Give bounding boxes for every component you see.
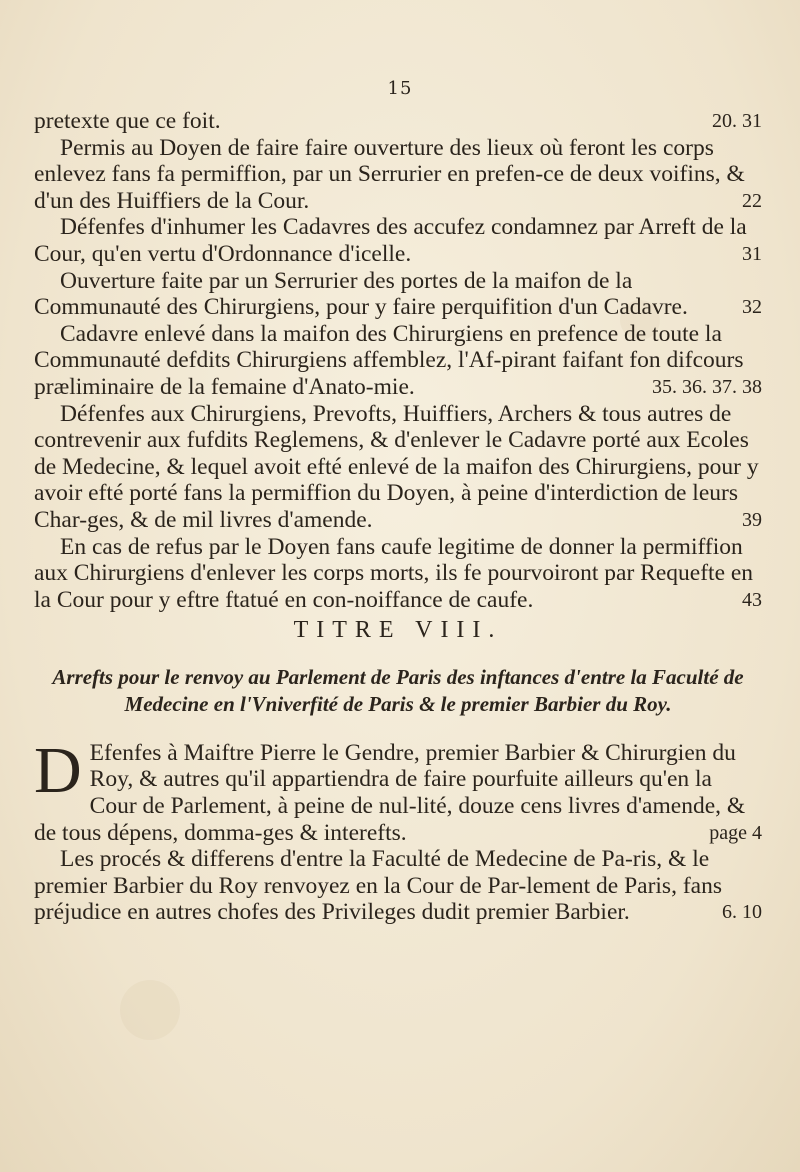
entry-page-ref: 43: [742, 588, 762, 611]
entry-text: En cas de refus par le Doyen fans caufe legitime de donner la permiffion aux Chirurgiens d'enlever les corps morts, ils fe pourvoiront par Requefte en la Cour pour y eftre ftatué en con-noiffance de caufe.: [34, 533, 754, 613]
entry-page-ref: 31: [742, 242, 762, 265]
section-title: TITRE VIII.: [293, 617, 503, 644]
entry-text: Permis au Doyen de faire faire ouverture des lieux où feront les corps enlevez fans fa permiffion, par un Serrurier en prefen-ce de deux voifins, & d'un des Huiffiers de la Cour.: [34, 134, 745, 214]
entry-page-ref: 6. 10: [722, 901, 762, 924]
entry-text: Défenfes d'inhumer les Cadavres des accufez condamnez par Arreft de la Cour, qu'en vertu d'Ordonnance d'icelle.: [34, 214, 747, 267]
page-text: [34, 108, 762, 926]
page-number: 15: [387, 78, 413, 99]
index-entry: [34, 135, 762, 215]
index-entry: [34, 401, 762, 534]
entry-page-ref: 39: [742, 508, 762, 531]
entry-page-ref: 32: [742, 296, 762, 319]
paper-stain: [120, 980, 180, 1040]
index-entry: [34, 534, 762, 614]
entry-text: Les procés & differens d'entre la Faculté de Medecine de Pa-ris, & le premier Barbier du Roy renvoyez en la Cour de Par-lement de Paris, fans préjudice en autres chofes des Privileges dudit premier Barbier.: [34, 846, 722, 926]
entry-page-ref: page 4: [709, 821, 762, 844]
index-entry: [34, 268, 762, 321]
entry-text: Ouverture faite par un Serrurier des portes de la maifon de la Communauté des Chirurgiens, pour y faire perquifition d'un Cadavre.: [34, 267, 688, 321]
drop-cap: D: [34, 733, 82, 807]
section-entry: [34, 846, 762, 926]
index-entry: [34, 214, 762, 267]
entry-page-ref: 22: [742, 189, 762, 212]
entry-text: Cadavre enlevé dans la maifon des Chirurgiens en prefence de toute la Communauté defdits Chirurgiens affemblez, l'Af-pirant faifant fon difcours præliminaire de la femaine d'Anato-mie.: [34, 320, 744, 400]
index-entry: [34, 108, 762, 135]
entry-page-ref: 35. 36. 37. 38: [652, 375, 762, 398]
entry-page-ref: 20. 31: [712, 110, 762, 132]
index-entry: [34, 321, 762, 401]
section-entry: [34, 733, 762, 846]
entry-text: Efenfes à Maiftre Pierre le Gendre, premier Barbier & Chirurgien du Roy, & autres qu'il appartiendra de faire pourfuite ailleurs qu'en la Cour de Parlement, à peine de nul-lité, douze cens livres d'amende, & de tous dépens, domma-ges & interefts.: [34, 739, 746, 846]
section-subtitle: Arrefts pour le renvoy au Parlement de Paris des inftances d'entre la Faculté de Medecine en l'Vniverfité de Paris & le premier Barbier du Roy.: [52, 664, 744, 716]
entry-text: pretexte que ce foit.: [34, 108, 221, 134]
entry-list: [34, 108, 762, 613]
entry-text: Défenfes aux Chirurgiens, Prevofts, Huiffiers, Archers & tous autres de contrevenir aux fufdits Reglemens, & d'enlever le Cadavre porté aux Ecoles de Medecine, & lequel avoit efté enlevé de la maifon des Chirurgiens, pour y avoir efté porté fans la permiffion du Doyen, à peine d'interdiction de leurs Char-ges, & de mil livres d'amende.: [34, 400, 759, 533]
section-entry-list: [34, 733, 762, 926]
